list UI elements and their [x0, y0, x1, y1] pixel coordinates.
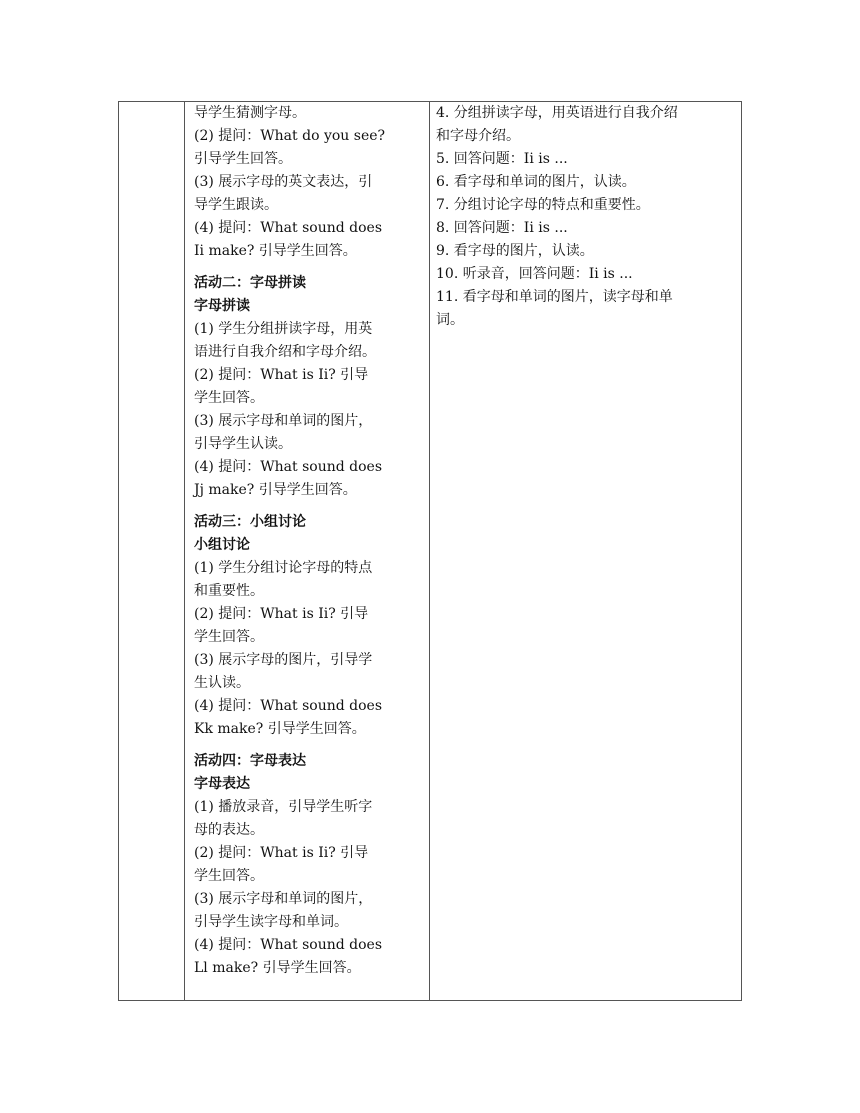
text-line: 导学生猜测字母。 [194, 105, 306, 121]
text-line: (3) 展示字母的图片，引导学 [194, 652, 373, 668]
student-step [436, 148, 736, 171]
step-paragraph [194, 364, 430, 410]
text-line: (4) 提问：What sound does [194, 698, 383, 714]
step-paragraph [194, 557, 430, 603]
text-line: (1) 学生分组讨论字母的特点 [194, 560, 373, 576]
lesson-plan-table [118, 101, 742, 1001]
activity-subtitle: 小组讨论 [194, 537, 250, 553]
text-line: Kk make? 引导学生回答。 [194, 721, 366, 737]
teacher-activities-column [194, 102, 430, 980]
step-paragraph [194, 171, 430, 217]
student-step [436, 286, 736, 332]
text-line: (3) 展示字母的英文表达，引 [194, 174, 373, 190]
student-step [436, 263, 736, 286]
text-line: 11. 看字母和单词的图片，读字母和单 [436, 289, 673, 305]
text-line: (2) 提问：What is Ii? 引导 [194, 606, 369, 622]
text-line: 10. 听录音，回答问题：Ii is ... [436, 266, 633, 282]
text-line: 学生回答。 [194, 629, 264, 645]
activity-heading [194, 741, 430, 796]
text-line: 9. 看字母的图片，认读。 [436, 243, 594, 259]
text-line: (2) 提问：What is Ii? 引导 [194, 367, 369, 383]
text-line: 5. 回答问题：Ii is ... [436, 151, 568, 167]
text-line: 6. 看字母和单词的图片，认读。 [436, 174, 636, 190]
student-step [436, 194, 736, 217]
step-paragraph [194, 649, 430, 695]
step-paragraph [194, 934, 430, 980]
text-line: 和字母介绍。 [436, 128, 520, 144]
activity-title: 活动四：字母表达 [194, 753, 306, 769]
student-step [436, 171, 736, 194]
text-line: 引导学生认读。 [194, 436, 292, 452]
text-line: 语进行自我介绍和字母介绍。 [194, 344, 376, 360]
step-paragraph [194, 456, 430, 502]
step-paragraph [194, 603, 430, 649]
step-paragraph [194, 410, 430, 456]
text-line: 8. 回答问题：Ii is ... [436, 220, 568, 236]
text-line: (2) 提问：What do you see? [194, 128, 386, 144]
text-line: (3) 展示字母和单词的图片， [194, 891, 373, 907]
activity-heading [194, 263, 430, 318]
text-line: 母的表达。 [194, 822, 264, 838]
student-step [436, 217, 736, 240]
spacer [194, 741, 430, 750]
column-divider [184, 102, 185, 1000]
text-line: (4) 提问：What sound does [194, 220, 383, 236]
step-paragraph [194, 125, 430, 171]
text-line: (2) 提问：What is Ii? 引导 [194, 845, 369, 861]
text-line: 4. 分组拼读字母，用英语进行自我介绍 [436, 105, 678, 121]
text-line: (1) 播放录音，引导学生听字 [194, 799, 373, 815]
step-paragraph [194, 842, 430, 888]
text-line: Jj make? 引导学生回答。 [194, 482, 357, 498]
text-line: 和重要性。 [194, 583, 264, 599]
text-line: 7. 分组讨论字母的特点和重要性。 [436, 197, 650, 213]
activity-subtitle: 字母拼读 [194, 298, 250, 314]
text-line: 学生回答。 [194, 390, 264, 406]
text-line: Ii make? 引导学生回答。 [194, 243, 357, 259]
step-paragraph [194, 217, 430, 263]
text-line: (1) 学生分组拼读字母，用英 [194, 321, 373, 337]
student-step [436, 102, 736, 148]
spacer [194, 263, 430, 272]
step-paragraph [194, 318, 430, 364]
text-line: 导学生跟读。 [194, 197, 278, 213]
activity-title: 活动三：小组讨论 [194, 514, 306, 530]
step-paragraph [194, 796, 430, 842]
text-line: 引导学生读字母和单词。 [194, 914, 348, 930]
text-line: 引导学生回答。 [194, 151, 292, 167]
text-line: 学生回答。 [194, 868, 264, 884]
text-line: (4) 提问：What sound does [194, 937, 383, 953]
text-line: (4) 提问：What sound does [194, 459, 383, 475]
text-line: (3) 展示字母和单词的图片， [194, 413, 373, 429]
activity-title: 活动二：字母拼读 [194, 275, 306, 291]
text-line: Ll make? 引导学生回答。 [194, 960, 361, 976]
step-paragraph [194, 102, 430, 125]
text-line: 词。 [436, 312, 464, 328]
step-paragraph [194, 888, 430, 934]
activity-heading [194, 502, 430, 557]
spacer [194, 502, 430, 511]
text-line: 生认读。 [194, 675, 250, 691]
student-activities-column [436, 102, 736, 332]
step-paragraph [194, 695, 430, 741]
student-step [436, 240, 736, 263]
activity-subtitle: 字母表达 [194, 776, 250, 792]
